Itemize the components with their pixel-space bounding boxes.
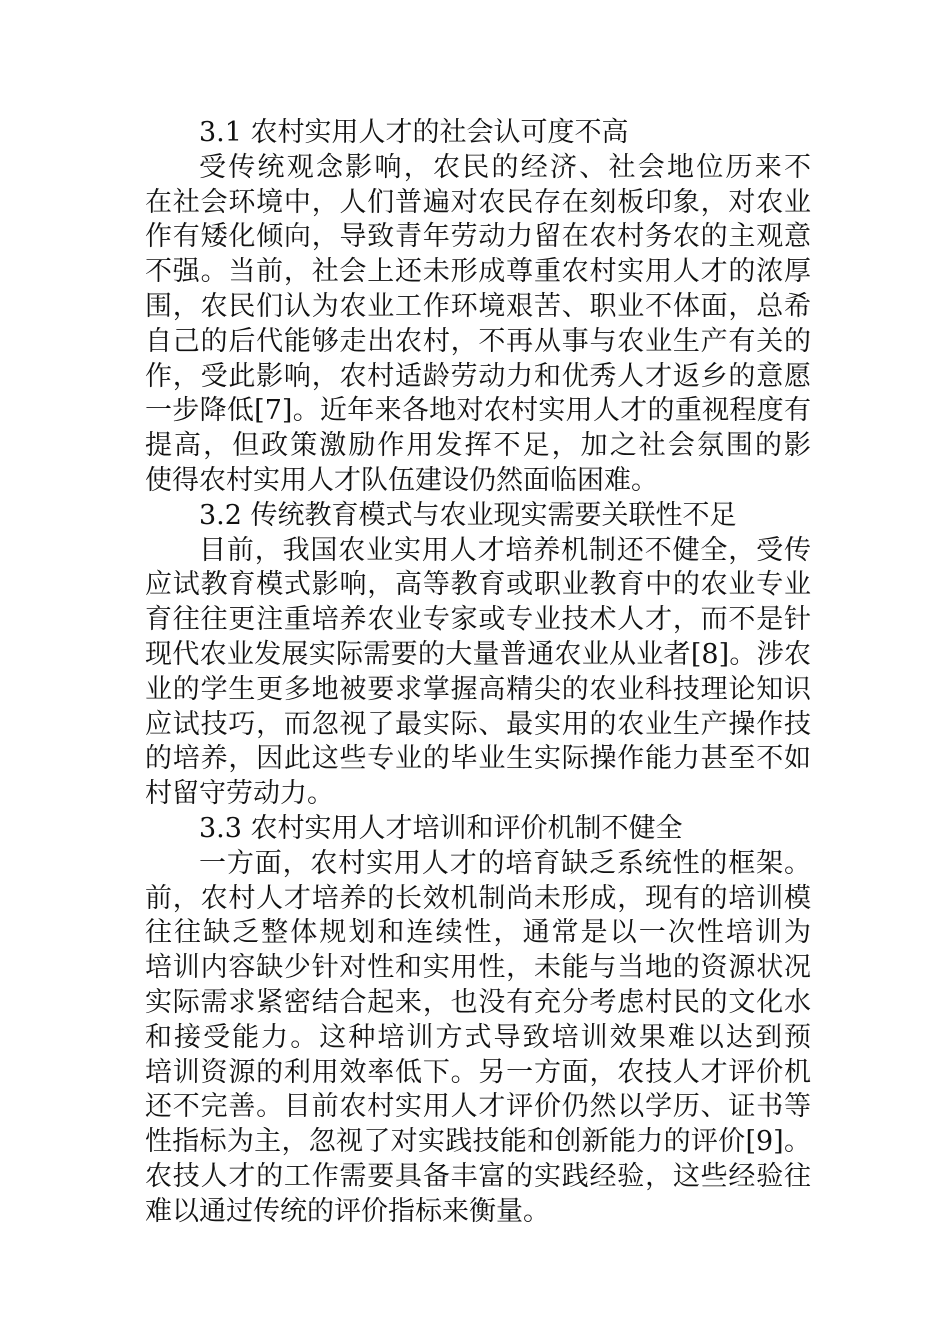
- section-heading: 3.1 农村实用人才的社会认可度不高: [199, 117, 629, 148]
- section-heading: 3.2 传统教育模式与农业现实需要关联性不足: [199, 499, 737, 531]
- paragraph-line: 作，受此影响，农村适龄劳动力和优秀人才返乡的意愿: [145, 360, 811, 392]
- paragraph-line: 不强。当前，社会上还未形成尊重农村实用人才的浓厚: [145, 256, 811, 288]
- paragraph-line: 使得农村实用人才队伍建设仍然面临困难。: [145, 464, 658, 496]
- paragraph-line: 实际需求紧密结合起来，也没有充分考虑村民的文化水: [145, 986, 811, 1018]
- paragraph-line: 在社会环境中，人们普遍对农民存在刻板印象，对农业: [145, 186, 811, 218]
- paragraph-line: 还不完善。目前农村实用人才评价仍然以学历、证书等: [145, 1091, 811, 1123]
- paragraph-line: 性指标为主，忽视了对实践技能和创新能力的评价[9]。: [145, 1126, 811, 1158]
- paragraph-line: 一方面，农村实用人才的培育缺乏系统性的框架。: [199, 847, 811, 879]
- paragraph-line: 作有矮化倾向，导致青年劳动力留在农村务农的主观意: [145, 221, 811, 253]
- paragraph-line: 应试教育模式影响，高等教育或职业教育中的农业专业: [145, 569, 811, 601]
- paragraph-line: 育往往更注重培养农业专家或专业技术人才，而不是针: [145, 604, 811, 636]
- paragraph-line: 受传统观念影响，农民的经济、社会地位历来不: [199, 151, 811, 183]
- paragraph-line: 提高，但政策激励作用发挥不足，加之社会氛围的影: [145, 430, 811, 462]
- paragraph-line: 村留守劳动力。: [145, 778, 334, 810]
- paragraph-line: 目前，我国农业实用人才培养机制还不健全，受传: [199, 534, 811, 566]
- paragraph-line: 一步降低[7]。近年来各地对农村实用人才的重视程度有: [145, 395, 811, 427]
- document-page: [145, 116, 811, 1230]
- paragraph-line: 应试技巧，而忽视了最实际、最实用的农业生产操作技: [145, 708, 811, 740]
- paragraph-line: 难以通过传统的评价指标来衡量。: [145, 1195, 550, 1227]
- paragraph-line: 的培养，因此这些专业的毕业生实际操作能力甚至不如: [145, 743, 811, 775]
- paragraph-line: 农技人才的工作需要具备丰富的实践经验，这些经验往: [145, 1160, 811, 1192]
- paragraph-line: 自己的后代能够走出农村，不再从事与农业生产有关的: [145, 325, 811, 357]
- paragraph-line: 培训资源的利用效率低下。另一方面，农技人才评价机: [145, 1056, 811, 1088]
- section-heading: 3.3 农村实用人才培训和评价机制不健全: [199, 812, 683, 844]
- paragraph-line: 往往缺乏整体规划和连续性，通常是以一次性培训为: [145, 917, 811, 949]
- paragraph-line: 前，农村人才培养的长效机制尚未形成，现有的培训模: [145, 882, 811, 914]
- paragraph-line: 现代农业发展实际需要的大量普通农业从业者[8]。涉农: [145, 638, 811, 670]
- paragraph-line: 培训内容缺少针对性和实用性，未能与当地的资源状况: [145, 952, 811, 984]
- paragraph-line: 和接受能力。这种培训方式导致培训效果难以达到预: [145, 1021, 811, 1053]
- paragraph-line: 围，农民们认为农业工作环境艰苦、职业不体面，总希: [145, 290, 811, 322]
- paragraph-line: 业的学生更多地被要求掌握高精尖的农业科技理论知识: [145, 673, 811, 705]
